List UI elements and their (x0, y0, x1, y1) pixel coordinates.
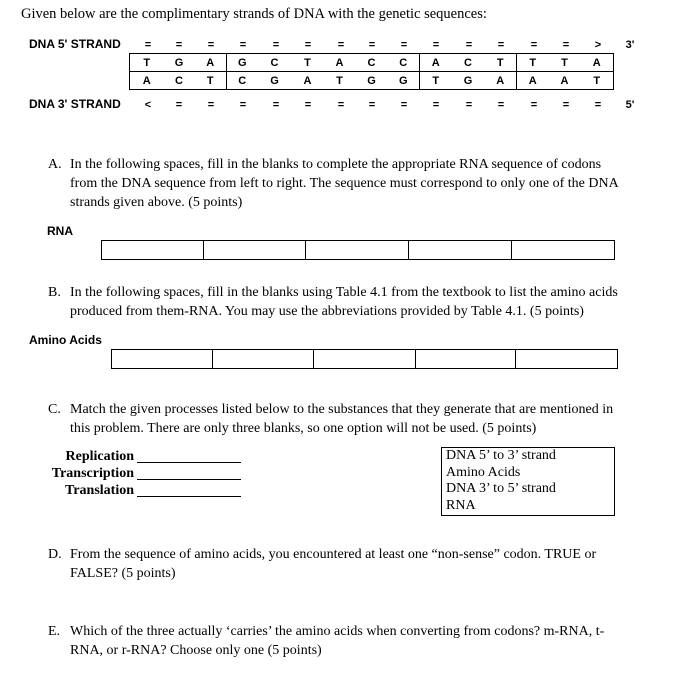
amino-acid-box[interactable] (111, 349, 213, 369)
base-cell: A (485, 72, 517, 90)
amino-acid-box[interactable] (516, 349, 618, 369)
substance-option: DNA 3’ to 5’ strand (446, 481, 556, 496)
bottom-strand-end: 5' (625, 99, 635, 111)
base-cell: T (420, 72, 452, 90)
top-symbol: = (175, 39, 183, 51)
base-cell: A (130, 72, 164, 90)
question-e (48, 622, 688, 662)
dna-top-symbols (136, 37, 641, 53)
substance-options-box (441, 447, 615, 516)
question-c-text (70, 400, 613, 438)
dna-bottom-strand-row (130, 72, 614, 90)
base-cell: T (485, 54, 517, 72)
rna-codon-box[interactable] (204, 240, 306, 260)
base-cell: A (517, 72, 549, 90)
dna-top-strand-label: DNA 5' STRAND (29, 37, 121, 51)
base-cell: T (195, 72, 227, 90)
base-cell: A (420, 54, 452, 72)
transcription-answer-line[interactable] (137, 479, 241, 480)
base-cell: T (324, 72, 356, 90)
rna-label: RNA (47, 224, 73, 238)
process-transcription-label: Transcription (51, 466, 134, 481)
rna-answer-boxes (101, 240, 615, 260)
base-cell: G (227, 54, 258, 72)
top-symbol: = (337, 39, 345, 51)
base-cell: A (549, 72, 581, 90)
bottom-symbol: = (432, 99, 440, 111)
base-cell: G (356, 72, 388, 90)
base-cell: G (258, 72, 292, 90)
top-symbol: = (562, 39, 570, 51)
question-e-text (70, 622, 604, 660)
base-cell: A (581, 54, 614, 72)
bottom-symbol: = (207, 99, 215, 111)
question-a (48, 155, 688, 215)
bottom-symbol: = (337, 99, 345, 111)
amino-acid-answer-boxes (111, 349, 618, 369)
amino-acid-box[interactable] (416, 349, 516, 369)
question-a-line: strands given above. (5 points) (70, 195, 243, 210)
base-cell: C (356, 54, 388, 72)
base-cell: A (292, 72, 324, 90)
question-b-line: In the following spaces, fill in the blanks using Table 4.1 from the textbook to list the amino acids (70, 285, 618, 300)
rna-codon-box[interactable] (409, 240, 512, 260)
dna-sequence-table (129, 53, 614, 90)
base-cell: C (388, 54, 420, 72)
bottom-symbol: = (465, 99, 473, 111)
translation-answer-line[interactable] (137, 496, 241, 497)
base-cell: C (258, 54, 292, 72)
bottom-symbol: = (562, 99, 570, 111)
bottom-symbol: = (304, 99, 312, 111)
bottom-symbol: < (144, 99, 152, 111)
base-cell: C (452, 54, 485, 72)
base-cell: T (581, 72, 614, 90)
amino-acid-box[interactable] (314, 349, 416, 369)
question-c (48, 400, 688, 440)
substance-option: DNA 5’ to 3’ strand (446, 448, 556, 463)
process-translation-label: Translation (65, 483, 134, 498)
question-e-line: Which of the three actually ‘carries’ the amino acids when converting from codons? m-RNA, t- (70, 624, 605, 639)
top-symbol: = (144, 39, 152, 51)
question-a-letter: A. (48, 157, 62, 172)
dna-top-strand-row (130, 54, 614, 72)
question-a-text (70, 155, 619, 212)
substance-option: Amino Acids (446, 464, 521, 480)
base-cell: A (195, 54, 227, 72)
top-symbol: > (594, 39, 602, 51)
question-d-letter: D. (48, 547, 62, 562)
rna-codon-box[interactable] (306, 240, 409, 260)
top-symbol: = (239, 39, 247, 51)
question-c-line: this problem. There are only three blanks, so one option will not be used. (5 points) (70, 421, 537, 436)
question-d-line: From the sequence of amino acids, you encountered at least one “non-sense” codon. TRUE or (70, 547, 597, 562)
base-cell: A (324, 54, 356, 72)
question-d-text (70, 545, 596, 583)
base-cell: G (388, 72, 420, 90)
top-symbol: = (207, 39, 215, 51)
base-cell: G (164, 54, 195, 72)
top-strand-end: 3' (625, 39, 635, 51)
amino-acids-label: Amino Acids (29, 333, 102, 347)
base-cell: T (130, 54, 164, 72)
bottom-symbol: = (594, 99, 602, 111)
base-cell: T (549, 54, 581, 72)
base-cell: G (452, 72, 485, 90)
bottom-symbol: = (239, 99, 247, 111)
bottom-symbol: = (400, 99, 408, 111)
top-symbol: = (368, 39, 376, 51)
substance-option: RNA (446, 497, 476, 513)
base-cell: T (517, 54, 549, 72)
top-symbol: = (400, 39, 408, 51)
top-symbol: = (497, 39, 505, 51)
base-cell: C (164, 72, 195, 90)
question-e-line: RNA, or r-RNA? Choose only one (5 points) (70, 643, 322, 658)
base-cell: C (227, 72, 258, 90)
top-symbol: = (272, 39, 280, 51)
question-a-line: In the following spaces, fill in the blanks to complete the appropriate RNA sequence of codons (70, 157, 602, 172)
question-b-line: produced from them-RNA. You may use the abbreviations provided by Table 4.1. (5 points) (70, 304, 584, 319)
question-e-letter: E. (48, 624, 61, 639)
question-c-line: Match the given processes listed below to the substances that they generate that are mentioned in (70, 402, 614, 417)
bottom-symbol: = (530, 99, 538, 111)
dna-bottom-strand-label: DNA 3' STRAND (29, 97, 121, 111)
replication-answer-line[interactable] (137, 462, 241, 463)
question-d-line: FALSE? (5 points) (70, 566, 176, 581)
intro-text: Given below are the complimentary strands of DNA with the genetic sequences: (21, 6, 487, 22)
question-b-text (70, 283, 618, 321)
rna-codon-box[interactable] (101, 240, 204, 260)
amino-acid-box[interactable] (213, 349, 314, 369)
bottom-symbol: = (272, 99, 280, 111)
question-d (48, 545, 688, 585)
rna-codon-box[interactable] (512, 240, 615, 260)
top-symbol: = (530, 39, 538, 51)
question-a-line: from the DNA sequence from left to right. The sequence must correspond to only one of the DNA (70, 176, 619, 191)
top-symbol: = (465, 39, 473, 51)
process-replication-label: Replication (65, 449, 134, 464)
bottom-symbol: = (175, 99, 183, 111)
question-b-letter: B. (48, 285, 61, 300)
top-symbol: = (304, 39, 312, 51)
bottom-symbol: = (368, 99, 376, 111)
base-cell: T (292, 54, 324, 72)
question-b (48, 283, 688, 323)
question-c-letter: C. (48, 402, 61, 417)
dna-bottom-symbols (136, 97, 641, 113)
bottom-symbol: = (497, 99, 505, 111)
top-symbol: = (432, 39, 440, 51)
